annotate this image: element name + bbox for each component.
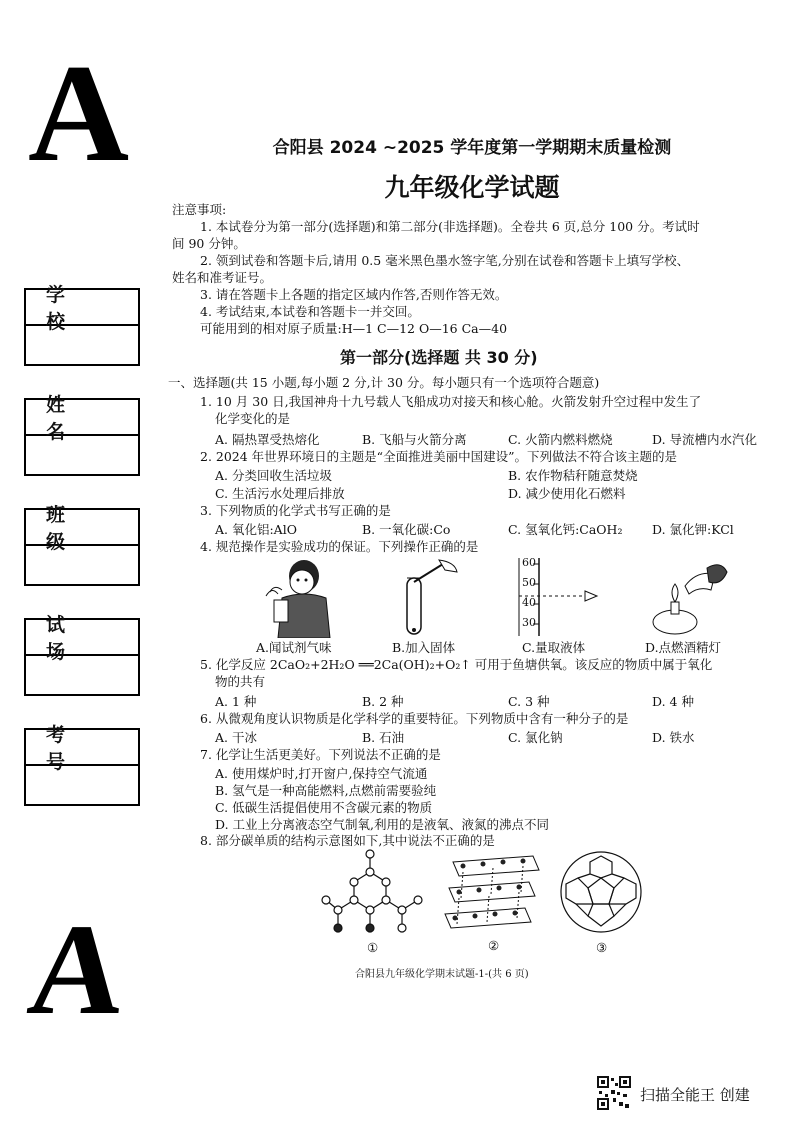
q6-option-d: D. 铁水 bbox=[652, 730, 695, 745]
q1-stem-line2: 化学变化的是 bbox=[215, 411, 291, 426]
q3-option-b: B. 一氧化碳:Co bbox=[362, 522, 451, 537]
name-label: 姓 名 bbox=[26, 400, 138, 436]
note-line-4: 姓名和准考证号。 bbox=[172, 270, 273, 285]
q7-option-b: B. 氢气是一种高能燃料,点燃前需要验纯 bbox=[215, 783, 437, 798]
q4-option-a: A.闻试剂气味 bbox=[256, 640, 332, 655]
alcohol-lamp-figure bbox=[645, 556, 730, 638]
cylinder-tick-30: 30 bbox=[522, 616, 536, 629]
exam-number-box bbox=[24, 724, 140, 806]
paper-version-letter-top: A bbox=[28, 36, 130, 191]
page-footer: 合阳县九年级化学期末试题-1-(共 6 页) bbox=[355, 969, 529, 980]
note-line-5: 3. 请在答题卡上各题的指定区域内作答,否则作答无效。 bbox=[200, 287, 508, 302]
q7-option-c: C. 低碳生活提倡使用不含碳元素的物质 bbox=[215, 800, 433, 815]
q6-option-a: A. 干冰 bbox=[215, 730, 257, 745]
q4-stem: 4. 规范操作是实验成功的保证。下列操作正确的是 bbox=[200, 539, 479, 554]
paper-version-letter-bottom: A bbox=[22, 898, 132, 1042]
atomic-mass-line: 可能用到的相对原子质量:H—1 C—12 O—16 Ca—40 bbox=[200, 321, 508, 336]
q2-option-d: D. 减少使用化石燃料 bbox=[508, 486, 626, 501]
q3-option-d: D. 氯化钾:KCl bbox=[652, 522, 734, 537]
q7-option-a: A. 使用煤炉时,打开窗户,保持空气流通 bbox=[215, 766, 428, 781]
scanner-watermark: 扫描全能王 创建 bbox=[640, 1086, 750, 1104]
q2-option-b: B. 农作物秸秆随意焚烧 bbox=[508, 468, 638, 483]
q5-option-a: A. 1 种 bbox=[215, 694, 257, 709]
q1-option-c: C. 火箭内燃料燃烧 bbox=[508, 432, 613, 447]
q4-option-d: D.点燃酒精灯 bbox=[645, 640, 722, 655]
q3-option-c: C. 氢氧化钙:CaOH₂ bbox=[508, 522, 623, 537]
cylinder-tick-50: 50 bbox=[522, 576, 536, 589]
name-box bbox=[24, 394, 140, 476]
q5-option-d: D. 4 种 bbox=[652, 694, 694, 709]
notes-heading: 注意事项: bbox=[172, 202, 227, 217]
q1-option-a: A. 隔热罩受热熔化 bbox=[215, 432, 320, 447]
structure-label-2: ② bbox=[488, 938, 500, 953]
section-heading: 一、选择题(共 15 小题,每小题 2 分,计 30 分。每小题只有一个选项符合题意) bbox=[168, 375, 600, 390]
class-label: 班 级 bbox=[26, 510, 138, 546]
class-box bbox=[24, 504, 140, 586]
school-label: 学 校 bbox=[26, 290, 138, 326]
school-box bbox=[24, 284, 140, 366]
q3-option-a: A. 氧化铝:AlO bbox=[215, 522, 297, 537]
q2-stem: 2. 2024 年世界环境日的主题是“全面推进美丽中国建设”。下列做法不符合该主题的是 bbox=[200, 449, 677, 464]
q7-stem: 7. 化学让生活更美好。下列说法不正确的是 bbox=[200, 747, 441, 762]
q1-option-d: D. 导流槽内水汽化 bbox=[652, 432, 758, 447]
q1-stem-line1: 1. 10 月 30 日,我国神舟十九号载人飞船成功对接天和核心舱。火箭发射升空过程中发生了 bbox=[200, 394, 702, 409]
note-line-2: 间 90 分钟。 bbox=[172, 236, 246, 251]
q5-option-c: C. 3 种 bbox=[508, 694, 550, 709]
q4-option-b: B.加入固体 bbox=[392, 640, 456, 655]
exam-title: 合阳县 2024 ~2025 学年度第一学期期末质量检测 bbox=[272, 138, 672, 158]
q6-option-b: B. 石油 bbox=[362, 730, 405, 745]
q5-stem-line1: 5. 化学反应 2CaO₂+2H₂O ══2Ca(OH)₂+O₂↑ 可用于鱼塘供氧。该反应的物质中属于氧化 bbox=[200, 657, 713, 672]
q1-option-b: B. 飞船与火箭分离 bbox=[362, 432, 467, 447]
q8-stem: 8. 部分碳单质的结构示意图如下,其中说法不正确的是 bbox=[200, 833, 495, 848]
exam-room-box bbox=[24, 614, 140, 696]
note-line-3: 2. 领到试卷和答题卡后,请用 0.5 毫米黑色墨水签字笔,分别在试卷和答题卡上填写学校、 bbox=[200, 253, 690, 268]
measuring-cylinder-figure bbox=[505, 556, 605, 638]
graphite-structure-figure bbox=[443, 852, 543, 934]
c60-structure-figure bbox=[556, 848, 646, 936]
adding-solid-figure bbox=[395, 556, 465, 638]
q5-option-b: B. 2 种 bbox=[362, 694, 404, 709]
q2-option-c: C. 生活污水处理后排放 bbox=[215, 486, 345, 501]
cylinder-tick-40: 40 bbox=[522, 596, 536, 609]
q2-option-a: A. 分类回收生活垃圾 bbox=[215, 468, 332, 483]
exam-room-label: 试 场 bbox=[26, 620, 138, 656]
smelling-reagent-figure bbox=[252, 556, 342, 638]
exam-number-label: 考 号 bbox=[26, 730, 138, 766]
q4-option-c: C.量取液体 bbox=[522, 640, 586, 655]
q7-option-d: D. 工业上分离液态空气制氧,利用的是液氧、液氮的沸点不同 bbox=[215, 817, 549, 832]
qr-code-icon bbox=[597, 1076, 631, 1110]
q6-stem: 6. 从微观角度认识物质是化学科学的重要特征。下列物质中含有一种分子的是 bbox=[200, 711, 629, 726]
diamond-structure-figure bbox=[320, 848, 430, 936]
structure-label-1: ① bbox=[367, 940, 379, 955]
exam-subtitle: 九年级化学试题 bbox=[384, 173, 560, 202]
q3-stem: 3. 下列物质的化学式书写正确的是 bbox=[200, 503, 391, 518]
note-line-6: 4. 考试结束,本试卷和答题卡一并交回。 bbox=[200, 304, 420, 319]
cylinder-tick-60: 60 bbox=[522, 556, 536, 569]
q5-stem-line2: 物的共有 bbox=[215, 674, 266, 689]
part1-title: 第一部分(选择题 共 30 分) bbox=[340, 348, 538, 367]
note-line-1: 1. 本试卷分为第一部分(选择题)和第二部分(非选择题)。全卷共 6 页,总分 100 分。考试时 bbox=[200, 219, 700, 234]
structure-label-3: ③ bbox=[596, 940, 608, 955]
q6-option-c: C. 氯化钠 bbox=[508, 730, 563, 745]
